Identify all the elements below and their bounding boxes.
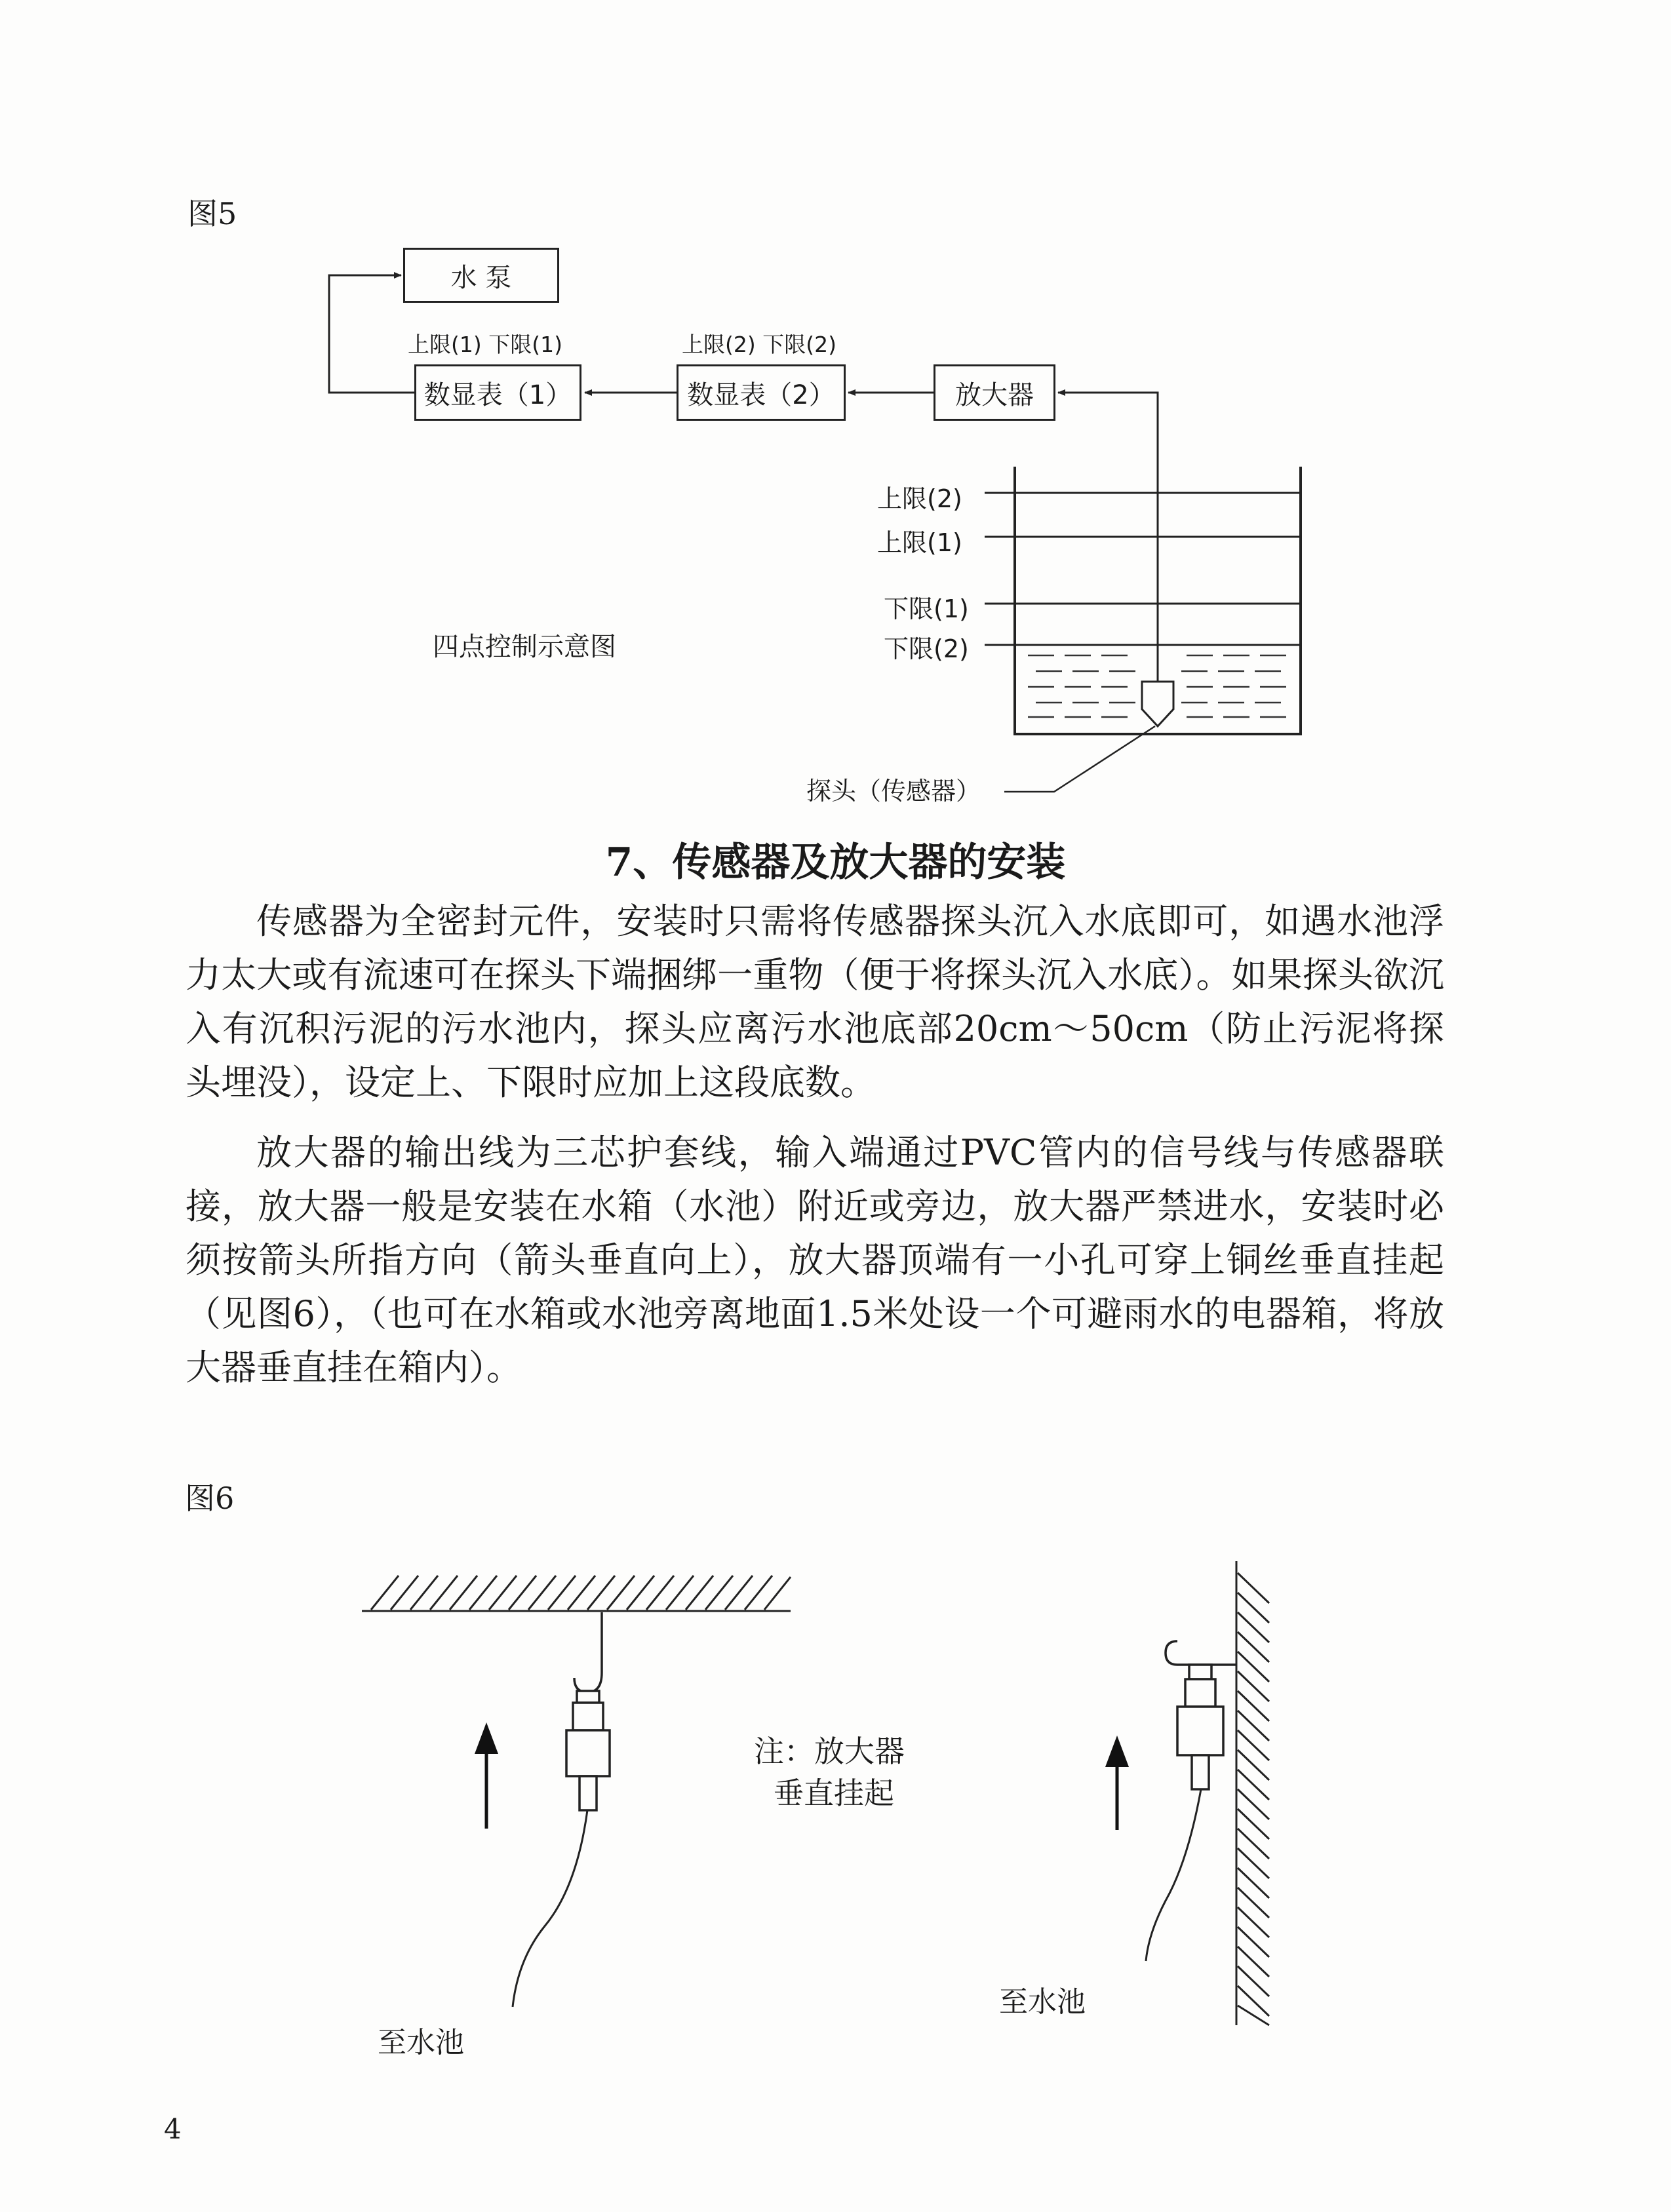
left-nut [573, 1703, 603, 1730]
right-cable-gland [1192, 1755, 1209, 1789]
right-hook [1166, 1641, 1236, 1665]
ceiling-hatch [362, 1576, 791, 1611]
display2-label: 数显表（2） [687, 379, 835, 410]
paragraph-2: 放大器的输出线为三芯护套线，输入端通过PVC管内的信号线与传感器联接，放大器一般是安装在水箱（水池）附近或旁边，放大器严禁进水，安装时必须按箭头所指方向（箭头垂直向上），放大器顶端有一小孔可穿上铜丝垂直挂起（见图6），（也可在水箱或水池旁离地面1.5米处设一个可避雨水的电器箱，将放大器垂直挂在箱内）。 [186, 1132, 1444, 1388]
display2-limits: 上限(2) 下限(2) [682, 332, 836, 357]
figure5-caption: 四点控制示意图 [433, 632, 616, 662]
amplifier-label: 放大器 [955, 379, 1034, 410]
left-amplifier-assembly [513, 1612, 610, 2007]
probe-label: 探头（传感器） [806, 777, 981, 805]
figure5-label: 图5 [187, 196, 237, 231]
level-lower-2: 下限(2) [884, 634, 969, 663]
wall-hatch [1236, 1561, 1269, 2025]
right-to-pool-label: 至水池 [999, 1985, 1086, 2019]
left-to-pool-label: 至水池 [378, 2026, 464, 2059]
right-cable [1146, 1789, 1201, 1961]
level-lower-1: 下限(1) [884, 594, 969, 623]
right-amplifier-assembly [1146, 1641, 1236, 1961]
section-heading: 7、传感器及放大器的安装 [605, 840, 1066, 885]
display1-limits: 上限(1) 下限(1) [408, 332, 562, 357]
left-up-arrow [475, 1722, 498, 1829]
note-line-2: 垂直挂起 [774, 1775, 894, 1811]
right-amplifier-body [1177, 1707, 1223, 1755]
left-hook [574, 1612, 602, 1692]
left-amplifier-body [566, 1730, 610, 1776]
figure6-label: 图6 [185, 1481, 235, 1516]
level-upper-2: 上限(2) [877, 484, 962, 513]
pump-label: 水 泵 [450, 262, 512, 293]
page-number: 4 [164, 2113, 182, 2145]
right-top-cap [1189, 1665, 1211, 1679]
paragraph-1: 传感器为全密封元件，安装时只需将传感器探头沉入水底即可，如遇水池浮力太大或有流速可在探头下端捆绑一重物（便于将探头沉入水底）。如果探头欲沉入有沉积污泥的污水池内，探头应离污水池底部20cm～50cm（防止污泥将探头埋没），设定上、下限时应加上这段底数。 [186, 901, 1444, 1103]
display1-label: 数显表（1） [423, 379, 572, 410]
right-nut [1185, 1679, 1215, 1707]
left-top-cap [577, 1691, 599, 1703]
level-upper-1: 上限(1) [877, 528, 962, 557]
right-up-arrow [1105, 1736, 1129, 1830]
note-line-1: 注：放大器 [754, 1734, 905, 1769]
left-cable-gland [580, 1776, 597, 1810]
left-cable [513, 1810, 587, 2007]
